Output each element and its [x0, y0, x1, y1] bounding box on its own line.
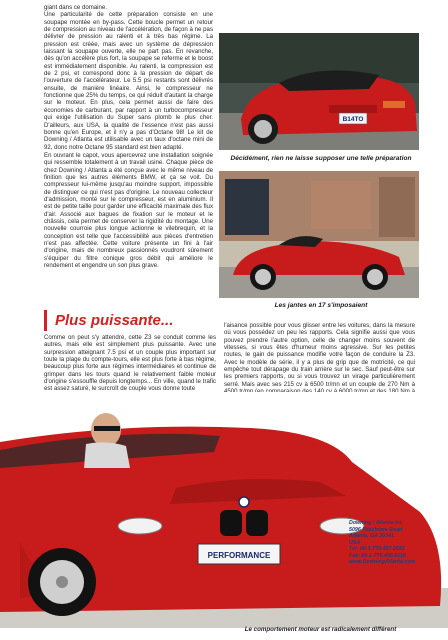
contact-line: Atlanta, GA 30341 [349, 533, 394, 539]
paragraph: Comme on peut s'y attendre, cette Z3 se conduit comme les autres, mais elle est simplement plus puissante. Avec une surpression atteignant 7.5 psi et un couple plus important sur toute la plage du compte-tours, elle est plus forte à bas régime, beaucoup plus forte aux régimes intermédiaires et continue de grimper dans les tours quand le relativement faible moteur d'origine s'essouffle depuis longtemps... En ville, quand le trafic est assez saturé, le surcroît de couple vous donne toute [44, 334, 216, 393]
license-plate-text: B14TO [342, 116, 364, 123]
photo-caption: Les jantes en 17 s'imposaient [274, 302, 368, 309]
contact-line: USA [349, 539, 361, 546]
photo-caption: Décidément, rien ne laisse supposer une telle préparation [230, 155, 412, 162]
contact-line: Tél: 00-1-770.457.2692 [349, 546, 405, 552]
paragraph: Une particularité de cette préparation consiste en une soupape montée en by-pass. Cette boucle permet un retour de compression au niveau de l'accélération, de façon à ne pas délivrer de pression au ralenti et à très bas régime. La pression est créée, mais avec un système de dépression laissant la soupape ouverte, elle ne part pas. En revanche, dès qu'on accélère plus fort, la soupape se referme et le boost est immédiatement disponible. Au ralenti, la compression est de 2 psi, et correspond donc à la pression de départ de l'ouverture de l'accélérateur. Le 5.5 psi restants sont délivrés ensuite, de manière linéaire. Ainsi, le compresseur ne fonctionne que 25% du temps, ce qui réduit d'autant la charge sur le moteur. En plus, cela permet aussi de faire des économies de carburant, par rapport à un turbocompresseur qui exige l'utilisation du Super sans plomb le plus cher. D'ailleurs, aux USA, la qualité de l'essence n'est pas aussi bonne qu'en Europe, et il n'y a pas d'Octane 98! Le kit de Downing / Atlanta est utilisable avec un taux d'octane mini de 92, donc notre Octane 95 standard est bien adapté. [44, 11, 213, 151]
contact-line: Fax: 00-1-770.458.6118 [349, 552, 406, 559]
contact-box [349, 520, 423, 566]
contact-line: 5096 Peachtree Road [349, 526, 403, 533]
photo-caption: Le comportement moteur est radicalement différent [244, 626, 397, 633]
paragraph: En ouvrant le capot, vous apercevrez une installation soignée qui ressemble totalement à un travail usine. Chaque pièce de chez Downing / Atlanta a été conçue avec le même niveau de finition que les autres éléments BMW, et ça se voit. Du compresseur lui-même jusqu'au moindre support, impossible de distinguer ce qui n'est pas d'origine. Le nouveau collecteur d'admission, monté sur le compresseur, est en aluminium. Il est de petite taille pour garder une efficacité maximale des flux d'air. Associé aux bagues de fixation sur le moteur et le châssis, cela permet de conserver la rigidité du montage. Une nouvelle courroie plus longue actionne le vilebrequin, et la conception est telle que l'accessibilité aux pièces d'entretien n'est pas affectée. Cette voiture présente un fini à l'air d'origine, mais de nombreux passionnés voudront sûrement s'équiper du filtre conique gros débit qui améliore le rendement et engendre un son plus grave. [44, 151, 213, 270]
photo-red-z3-rear [219, 33, 419, 150]
license-plate-text: PERFORMANCE [207, 551, 271, 560]
car-front-illustration [0, 392, 448, 628]
paragraph: l'aisance possible pour vous glisser entre les voitures, dans la mesure où vous possédez un peu les rapports. Cela signifie aussi que vous pouvez prendre l'autre option, celle de changer moins souvent de vitesses, si vous êtes d'humeur moins agressive. Sur les petites routes, le gain de puissance modifie votre façon de conduire la Z3. Avec le modèle de série, il y a plus de grip que de motricité, ce qui empêche tout dérapage du train arrière sur le sec. Sauf peut-être sur les premiers rapports, ou si vous trouvez un virage particulièrement serré. Mais avec ses 215 cv à 6500 tr/mn et un couple de 270 Nm à [224, 322, 415, 388]
photo-red-z3-side [219, 171, 419, 298]
car-side-illustration [219, 171, 419, 298]
paragraph: giant dans ce domaine. [44, 4, 108, 11]
section-heading: Plus puissante... [44, 310, 214, 331]
contact-line: Downing / Atlanta Inc [349, 520, 403, 526]
contact-line: www.DowningAtlanta.com [349, 559, 416, 565]
photo-red-z3-front-driver [0, 392, 448, 628]
article-text-top-left [44, 4, 213, 306]
car-rear-illustration [219, 33, 419, 150]
